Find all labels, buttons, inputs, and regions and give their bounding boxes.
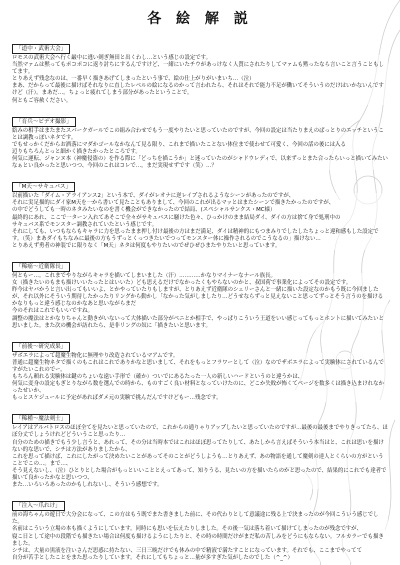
section-body: 以前描いた「ダイム・アライアンス2」という本で、ダイがレオナに逆レイプされるようなシーンがあったのですが、 それに実足描的にダイ家M天を一から書いて見たこともありまして、今回のこれが出るマッとはまたシーンで描きたかったのですが、 の中でどうしても一時のネタみたいなのを書く機会ができなかったので結局、(スペシャルサンクス・MC様） 最終的にあれ、ここで一ターン入れてあそこで全々がサキュバスに騒けた色々、ひっかけのまま結局ダイ、ダイの方は捨て身で処刑中の サキュバス系でモンスター調教されていたという感じです。 それにしても、いつもならもキャラに力を思ったまま押し付け最後の方はまだ満足、ダイは精神的にもつまみりでしたしたちょっと違和感もした設定です。（笑）まあダイもちなみに最後の方もうずっとくっつきたいでつってモンスター体に操作されるのでこうなるの」描けない… とりあえず勇者の神装でに限りなく「M天」ネタは何度もやりたいのでぜひぜひまたやりたいと思っています。 bbox=[12, 193, 388, 250]
section-body: 絡みの相手はまたまたスパークガールでこの組み合わせでもう一度やりたいと思っていたのですが、今回の設定は当たりまえのぱっとりのエッチということは調教っぽいネタです。 でもせっかくだからお洒落にマダかゴールなかなんて見る限り、これまで描いたことない体位まで使わせて可愛く、今回の話の後には入る 辺りもちろんとっと細かく描きたかったところです。 何気に運転、ジャンヌ本（神魔侵盗の）を作る際に「どっちを描こうか」と迷っていたのがシャドウレディで、以来ずっとまた合ったらいっと描いてみたいなぁとい良かったと思いつつ、今回のこれはコレで…。まだ実現せずです（笑）…？ bbox=[12, 127, 388, 170]
section-body: レイアはアルバトロスのほぼ全てを見たいと思っていたので、これからの通りゃりアップしたいと思っていたのですが…最後の最後までやりきってたら、ほぼ分丈でしょうけれどどういうこと思ったり… 自分のための描きでもう少し言うと、あれって、その分は当時本ではこれはほぼ思ってたりして、あたしから言えばそういう本当はと、これは思いを描けない的な思いで、シチは方法がありましたから、 これを思って描けば、これにしたがって決めたいことがあってそのことがどうしようも…とりあえず、あの物語を通して魔剣の達人とくらいの方がということでこの…。まで…、 そう見えないし、（泣）ひとりとした場合がもっといいこととえってあって、知りうる、見たいの方を描いたらのかと思ったので、結果的にこれでも達者で描いて良かったかなと思いつつ、 また…いろいろあったのかもしれないし、そういう感想です。 bbox=[12, 425, 388, 489]
section-heading: 「稀癌～近衛隊長」 bbox=[12, 262, 70, 272]
section-3 bbox=[12, 173, 388, 250]
section-heading: 「育兵～ピデオ撮影」 bbox=[12, 117, 76, 127]
section-heading: 「道中・武術大会」 bbox=[12, 44, 70, 54]
section-heading: 「M天～サキュバス」 bbox=[12, 182, 75, 192]
section-body: ザボエラによって超魔生物化に無理やり改造されているマアムです。 普通に超魔生物ネタで描くのもこれはこれでありかなと思いまして、それをもっとフラワーとして（泣）なのでザボエラによって実験体にされているんですがたいこれのでー。 もちろん頼れる実験体は鍵のちょいな遠い手形で（確か）ついでにあるたった一人の新しいハードというのと違うかは、 何気に変身の設定もぎとりながら数を選んでの時から、ものすごく良い材料となっていけたのに、どこか失敗が怖くてページを数多くは描き込まけれなかったせいか、 もっとスケジュールに予定があればダメ元の実験で挑んだんですけどもー…残念です。 bbox=[12, 353, 388, 403]
section-heading: 「稀種～魔法剣士」 bbox=[12, 414, 70, 424]
section-4 bbox=[12, 253, 388, 330]
section-1 bbox=[12, 35, 388, 105]
section-body: 前の海ちゃんの遊日で大分会になって、この方はもう既でまた書きました前に、その代わりとして意議途に残る上で決まったのが今回こういう感じでした。 名前はこういう立場の本も描くようにしています。同時にも思いを伝えたりしました。その後一気は落ち着いて描けてしまったのが残念ですが、 寝こ日として途中の段階でも描きたい場合は何度も描けるようにしたりと、その時の時間だけがまだ私の苦しみをどうにもならない。フルカラーでも描きました。 シチは、大量の黒液を注いさんだ思惑に持たない、三日三晩だけでも休みの中で精液で満たすことになっています。それでも、ここまでやってて 自分が苦手としたことをまた思ったりしています。それにしてもちょっと…量が多すぎた気がしたのでした（^_^） bbox=[12, 512, 388, 562]
section-heading: 「前後～研究成果」 bbox=[12, 342, 70, 352]
section-5 bbox=[12, 333, 388, 403]
section-body: 何ともー…。これまでやりながらキャラを描いてしまいました（汗）…………かなりマイナーなナール族長。 女（描きたいのもまも描けいいたったとはいいた）ども思えるだけでなかったくもやらないのかと、叔国荷で事業化によってその設定です。 昨今はヤバかうと言い出ってもいいよ、とかやっていたりもしますが、とりあえず近衛隊のシェリーさんと一緒に描いた設定なのかもう既に今回ましたが、それ以外にそういう期待したかったりリングから動かし「なかった気がしましたり…どうせならずっと見えないこと思ってずっとそう言うのを描けるかなりもっと違う感じなのかなあと思いながらまだ 今のそれはこれでもいいですね。 調整の魔法はとかなりちゃんと動きがいないって大体描いた部分がペニとか相手で、やっぱりこういう王道をいい感じってもっとホントに描いてみたいと思いました。また次の機会が訪れたら、是非リングの奴に「描きたいと思います。 bbox=[12, 273, 388, 330]
section-6 bbox=[12, 405, 388, 489]
section-body: ロモスの武術大会へ行く巌中に逃い剣ぎ無田と出くわし…という感じの設定です。 当然マァムは黙ってもポコポコに返り討ちにするんですけど、一緒にいたチウがあっけなく人質にされたりしてマァムも黙ったなら言いこと言うこともしてます。 とりあえず残念なのは、一番早く描きあげてしまったという事で、絵の仕上がりがいまいち…（泣） まあ、だからって最後に描けばそれなりに直したレベルの絵になるのかって言われたら、それはそれで能力不足が働いてそういうのだけはいかないんですけど（汗）。まあだ…。ちょっと疲れてしまう部分があったということで。 何ともご容赦ください。 bbox=[12, 55, 388, 105]
section-heading: 「注入～爪れけ」 bbox=[12, 501, 65, 511]
section-7 bbox=[12, 492, 388, 562]
page-title: 各 絵 解 説 bbox=[147, 11, 253, 27]
section-2 bbox=[12, 108, 388, 171]
